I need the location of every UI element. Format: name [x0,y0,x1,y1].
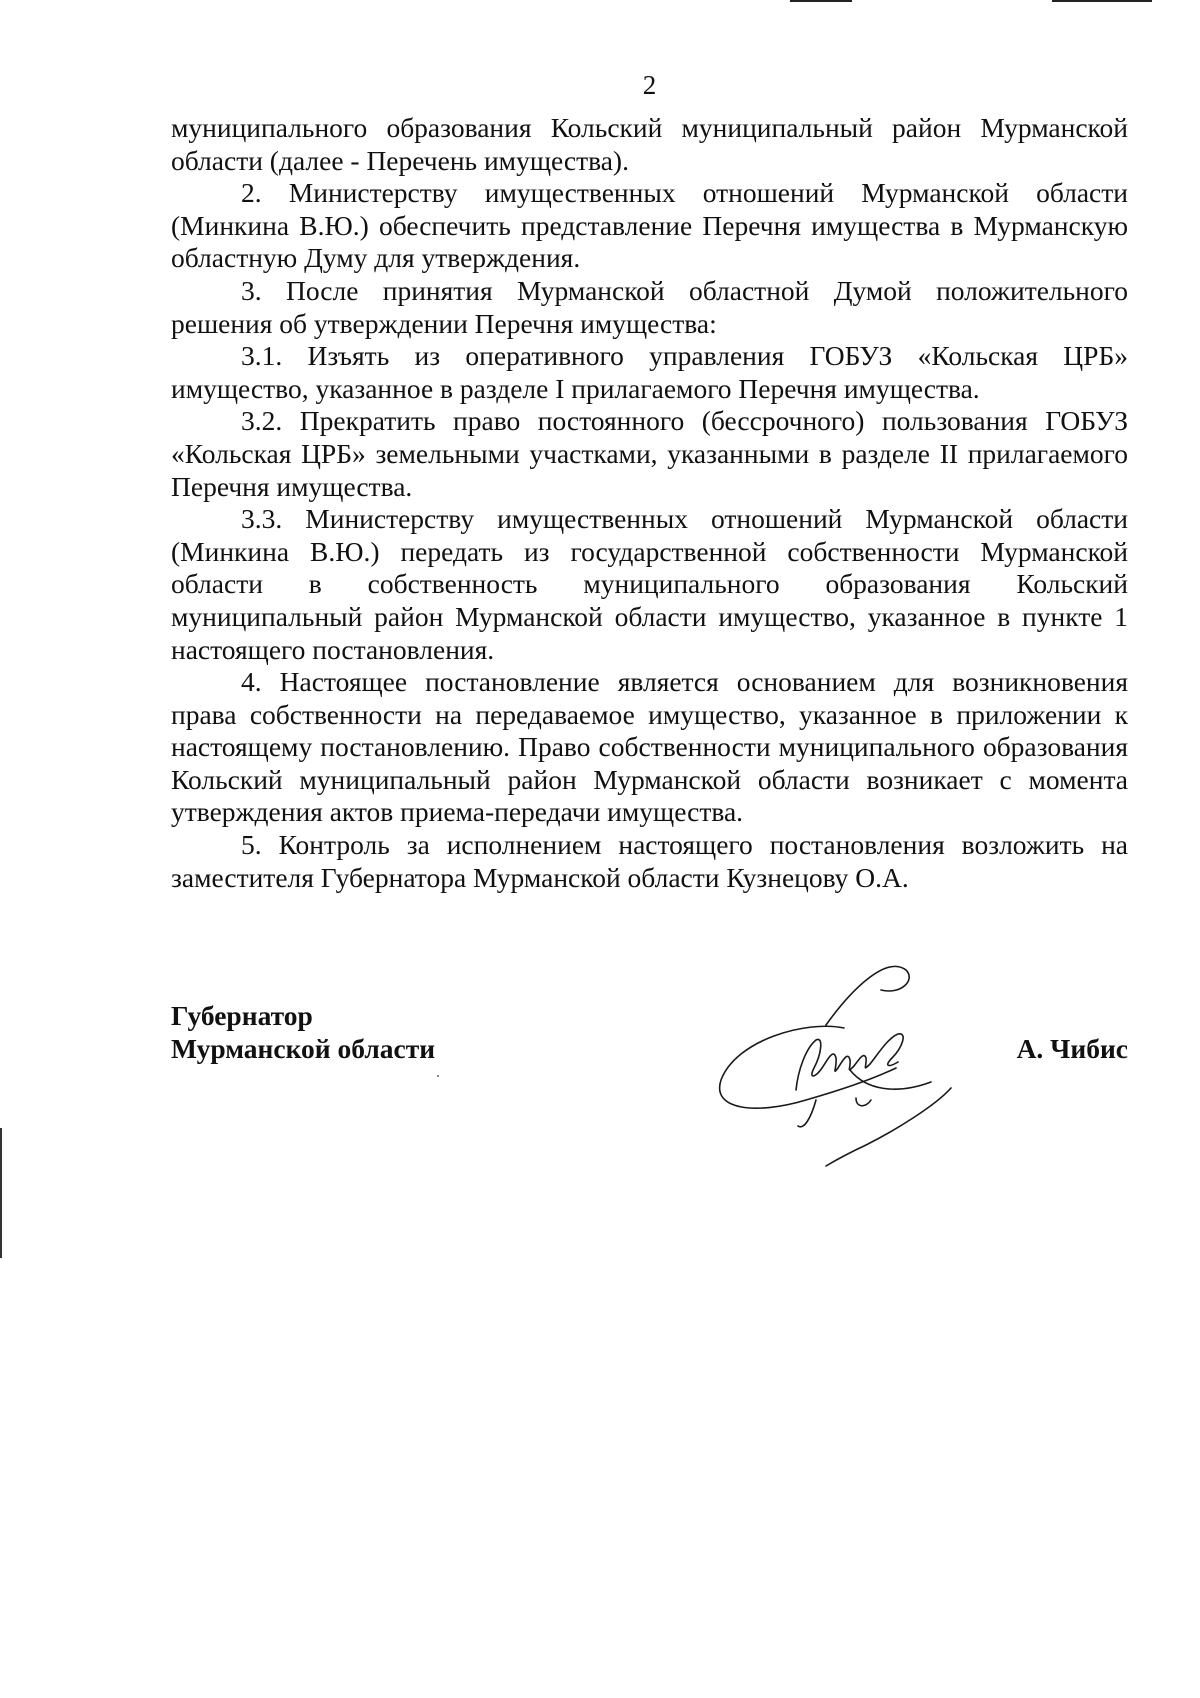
signature-block [171,1000,1128,1160]
paragraph-continuation: муниципального образования Кольский муниципальный район Мурманской области (далее - Перечень имущества). [171,112,1128,176]
paragraph-item-4: 4. Настоящее постановление является основанием для возникновения права собственности на передаваемое имущество, указанное в приложении к настоящему постановлению. Право собственности муниципального образования Кольский муниципальный район Мурманской области возникает с момента утверждения актов приема-передачи имущества. [171,666,1128,828]
paragraph-item-3-2: 3.2. Прекратить право постоянного (бессрочного) пользования ГОБУЗ «Кольская ЦРБ» земельными участками, указанными в разделе II прилагаемого Перечня имущества. [171,405,1128,502]
scan-artifact-edge [0,1128,2,1258]
paragraph-item-3-1: 3.1. Изъять из оперативного управления ГОБУЗ «Кольская ЦРБ» имущество, указанное в разделе I прилагаемого Перечня имущества. [171,340,1128,404]
scan-artifact-line [790,0,852,2]
signatory-title [171,1000,435,1065]
scan-artifact-line [1052,0,1152,2]
handwritten-signature [666,940,966,1170]
paragraph-item-3-3: 3.3. Министерству имущественных отношений Мурманской области (Минкина В.Ю.) передать из государственной собственности Мурманской области в собственность муниципального образования Кольский муниципальный район Мурманской области имущество, указанное в пункте 1 настоящего постановления. [171,503,1128,665]
scan-artifact-dot [437,1075,439,1077]
document-body [171,112,1128,894]
signatory-title-line-2: Мурманской области [171,1032,436,1064]
paragraph-item-3: 3. После принятия Мурманской областной Думой положительного решения об утверждении Перечня имущества: [171,274,1128,339]
signatory-title-line-1: Губернатор [171,1000,313,1031]
page-number: 2 [642,70,657,100]
paragraph-item-5: 5. Контроль за исполнением настоящего постановления возложить на заместителя Губернатора Мурманской области Кузнецову О.А. [171,829,1128,893]
paragraph-item-2: 2. Министерству имущественных отношений Мурманской области (Минкина В.Ю.) обеспечить представление Перечня имущества в Мурманскую областную Думу для утверждения. [171,177,1128,274]
signatory-name: А. Чибис [1016,1033,1128,1064]
